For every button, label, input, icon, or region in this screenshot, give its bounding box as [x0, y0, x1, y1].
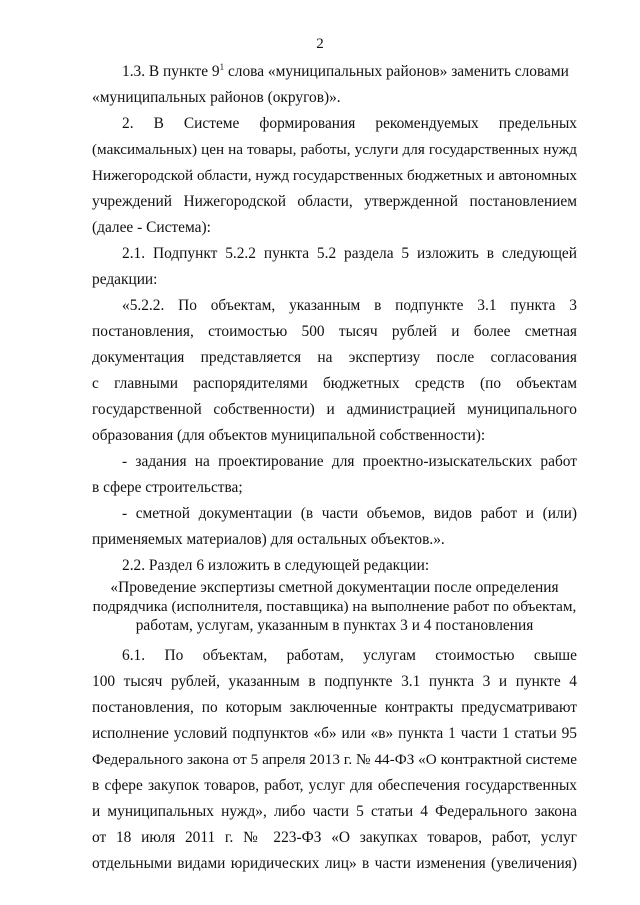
page-number: 2	[316, 36, 324, 52]
text-line: в сфере строительства;	[92, 479, 243, 496]
text-line: Федерального закона от 5 апреля 2013 г. № 44-ФЗ «О контрактной системе	[92, 751, 577, 768]
text-line: - сметной документации (в части объемов, видов работ и (или)	[122, 505, 577, 522]
text-line: постановления, стоимостью 500 тысяч рублей и более сметная	[92, 323, 577, 340]
section-heading-line: «Проведение экспертизы сметной документации после определения	[110, 579, 559, 596]
text-line: государственной собственности) и администрацией муниципального	[92, 401, 577, 418]
text-line: постановления, по которым заключенные контракты предусматривают	[92, 699, 577, 716]
text-line: - задания на проектирование для проектно-изыскательских работ	[122, 453, 577, 470]
text-line: (далее - Система):	[92, 219, 211, 236]
text-line: 2.1. Подпункт 5.2.2 пункта 5.2 раздела 5 изложить в следующей	[122, 245, 577, 262]
text-line: 6.1. По объектам, работам, услугам стоимостью свыше	[122, 647, 577, 664]
text-line: с главными распорядителями бюджетных средств (по объектам	[92, 375, 577, 392]
text-line: документация представляется на экспертизу после согласования	[92, 349, 577, 366]
section-heading-line: работам, услугам, указанным в пунктах 3 и 4 постановления	[135, 617, 534, 634]
text-line: 2. В Системе формирования рекомендуемых предельных	[122, 115, 577, 132]
text-line: учреждений Нижегородской области, утвержденной постановлением	[92, 193, 577, 210]
section-heading-line: подрядчика (исполнителя, поставщика) на выполнение работ по объектам,	[92, 598, 577, 615]
text-line: применяемых материалов) для остальных объектов.».	[92, 531, 445, 548]
text-line: от 18 июля 2011 г. № 223-ФЗ «О закупках товаров, работ, услуг	[92, 829, 577, 846]
text-line: «муниципальных районов (округов)».	[92, 89, 341, 106]
text-line: в сфере закупок товаров, работ, услуг для обеспечения государственных	[92, 777, 577, 794]
text-line: 2.2. Раздел 6 изложить в следующей редакции:	[122, 557, 430, 574]
text-line: образования (для объектов муниципальной собственности):	[92, 427, 486, 444]
text-line: (максимальных) цен на товары, работы, услуги для государственных нужд	[92, 141, 577, 158]
text-line: 100 тысяч рублей, указанным в подпункте 3.1 пункта 3 и пункте 4	[92, 673, 577, 690]
text-line: «5.2.2. По объектам, указанным в подпункте 3.1 пункта 3	[122, 297, 577, 314]
text-line: отдельными видами юридических лиц» в части изменения (увеличения)	[92, 855, 577, 872]
text-line: исполнение условий подпунктов «б» или «в» пункта 1 части 1 статьи 95	[92, 725, 577, 742]
text-line: редакции:	[92, 271, 158, 288]
text-line: 1.3. В пункте $9^1$ слова «муниципальных районов» заменить словами	[122, 61, 569, 80]
text-line: Нижегородской области, нужд государственных бюджетных и автономных	[92, 167, 577, 184]
text-line: и муниципальных нужд», либо части 5 статьи 4 Федерального закона	[92, 803, 577, 820]
